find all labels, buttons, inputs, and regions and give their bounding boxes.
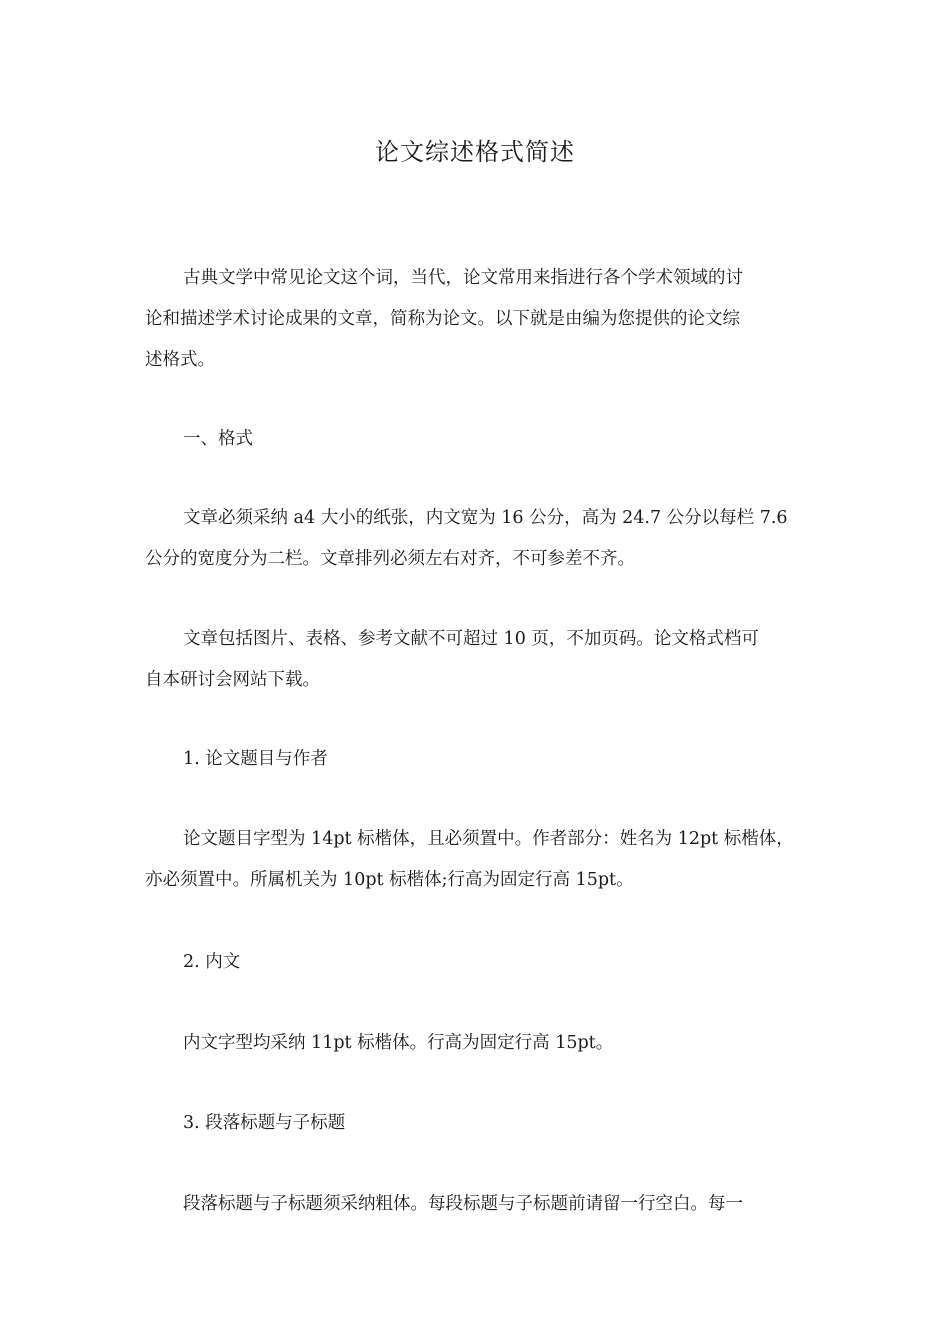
subheading-body-text: 2. 内文 [183, 952, 241, 972]
paragraph-line: 亦必须置中。所属机关为 10pt 标楷体;行高为固定行高 15pt。 [145, 870, 634, 890]
paragraph-line: 自本研讨会网站下载。 [145, 670, 320, 690]
paragraph-line: 公分的宽度分为二栏。文章排列必须左右对齐，不可参差不齐。 [145, 549, 635, 569]
subheading-title-author: 1. 论文题目与作者 [183, 749, 328, 769]
section-heading-format: 一、格式 [183, 429, 253, 449]
paper-size-paragraph [145, 498, 815, 580]
body-text-paragraph [145, 1023, 815, 1064]
subheading-section-titles: 3. 段落标题与子标题 [183, 1113, 346, 1133]
paragraph-line: 论文题目字型为 14pt 标楷体，且必须置中。作者部分：姓名为 12pt 标楷体， [183, 829, 794, 849]
document-title: 论文综述格式简述 [375, 138, 575, 166]
paragraph-line: 文章包括图片、表格、参考文献不可超过 10 页，不加页码。论文格式档可 [183, 629, 759, 649]
paragraph-line: 古典文学中常见论文这个词，当代，论文常用来指进行各个学术领域的讨 [183, 268, 743, 288]
paragraph-line: 论和描述学术讨论成果的文章，简称为论文。以下就是由编为您提供的论文综 [145, 309, 740, 329]
title-author-paragraph [145, 819, 815, 901]
paragraph-line: 段落标题与子标题须采纳粗体。每段标题与子标题前请留一行空白。每一 [183, 1194, 743, 1214]
paragraph-line: 内文字型均采纳 11pt 标楷体。行高为固定行高 15pt。 [183, 1033, 614, 1053]
section-titles-paragraph [145, 1184, 815, 1225]
intro-paragraph [145, 258, 815, 381]
page-limit-paragraph [145, 619, 815, 701]
paragraph-line: 述格式。 [145, 350, 215, 370]
paragraph-line: 文章必须采纳 a4 大小的纸张，内文宽为 16 公分，高为 24.7 公分以每栏 7.6 [183, 508, 788, 528]
